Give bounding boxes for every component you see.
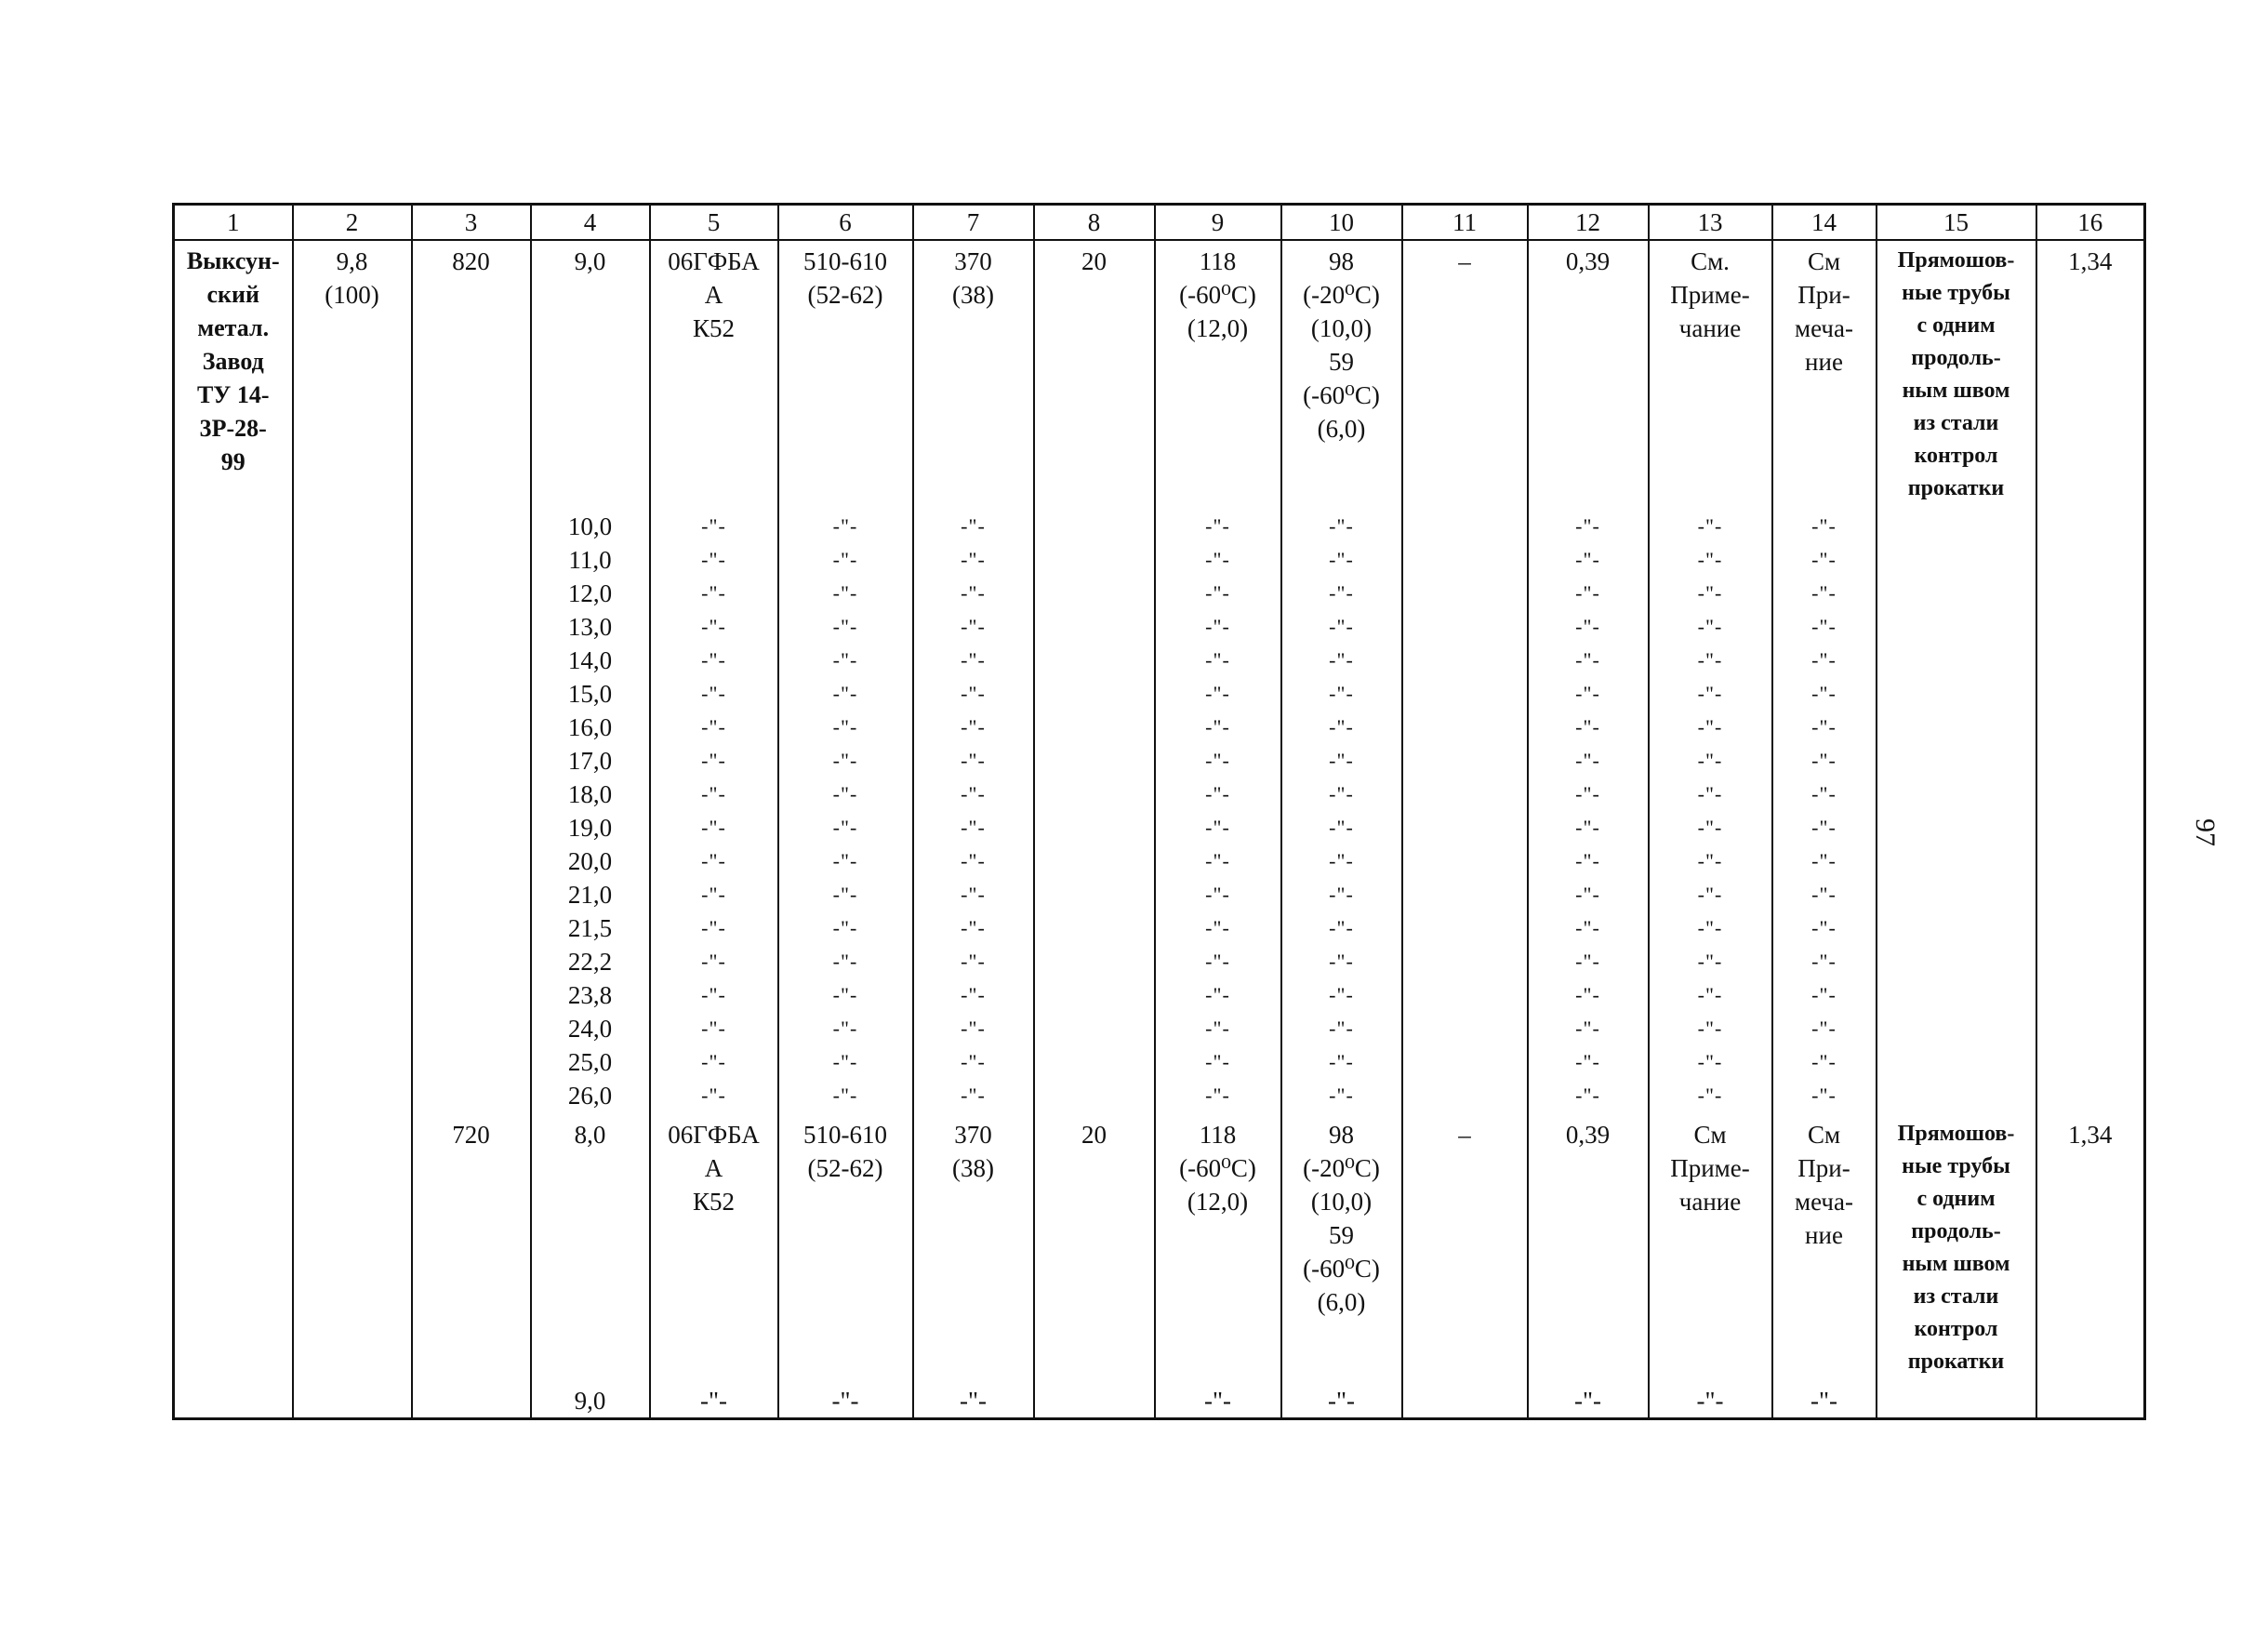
ditto-mark: -"- (1697, 615, 1723, 638)
ditto-mark: -"- (1329, 648, 1354, 672)
table-row (174, 510, 2145, 1114)
ditto-mark: -"- (1697, 916, 1723, 939)
thickness-list-cell (531, 510, 650, 1114)
ditto-mark: -"- (832, 648, 858, 672)
ditto-mark: -"- (1329, 682, 1354, 705)
ditto-mark: -"- (1811, 749, 1837, 772)
coefficient-cell (2036, 240, 2145, 1114)
ditto-mark: -"- (701, 581, 726, 605)
ditto-cell (1528, 1384, 1649, 1419)
ditto-mark: -"- (1329, 749, 1354, 772)
ditto-mark: -"- (701, 1050, 726, 1073)
ditto-mark: -"- (1811, 1017, 1837, 1040)
diameter-cell (412, 510, 531, 1114)
ditto-mark: -"- (832, 715, 858, 738)
ditto-mark: -"- (832, 581, 858, 605)
ditto-mark: -"- (1575, 1017, 1600, 1040)
ditto-mark: -"- (1811, 816, 1837, 839)
ditto-mark: -"- (1697, 514, 1723, 538)
thickness-list (532, 510, 649, 1112)
yield-strength-cell (913, 240, 1034, 510)
thickness-item: 10,0 (567, 512, 613, 540)
ditto-mark: -"- (1810, 1387, 1837, 1415)
description-cell (1877, 240, 2036, 1114)
ditto-mark: -"- (832, 849, 858, 872)
ditto-mark: -"- (1575, 682, 1600, 705)
ditto-mark: -"- (1697, 983, 1723, 1006)
ditto-mark: -"- (1811, 916, 1837, 939)
ditto-mark: -"- (1811, 682, 1837, 705)
ditto-mark: -"- (831, 1387, 859, 1415)
ditto-mark: -"- (832, 883, 858, 906)
ditto-mark: -"- (701, 682, 726, 705)
carbon-eq-text: 0,39 (1565, 247, 1611, 275)
header-row (174, 205, 2145, 241)
ditto-mark: -"- (1811, 648, 1837, 672)
manufacturer-cell (174, 240, 293, 1419)
ditto-list (914, 510, 1033, 1112)
ditto-mark: -"- (1329, 883, 1354, 906)
carbon-eq-cell (1528, 240, 1649, 510)
ditto-mark: -"- (701, 816, 726, 839)
ditto-mark: -"- (1811, 615, 1837, 638)
ditto-cell (650, 510, 778, 1114)
yield-strength-cell (913, 1114, 1034, 1384)
ditto-mark: -"- (1205, 1017, 1230, 1040)
thickness-cell (531, 1114, 650, 1384)
manufacturer-text: Выксун- ский метал. Завод ТУ 14- 3Р-28- 99 (186, 247, 280, 475)
ditto-mark: -"- (1811, 715, 1837, 738)
thickness-cell (531, 1384, 650, 1419)
note-cell (1649, 1114, 1772, 1384)
note-2-text: См При- меча- ние (1795, 1121, 1853, 1249)
ditto-mark: -"- (701, 648, 726, 672)
ditto-mark: -"- (1575, 648, 1600, 672)
table-row (174, 240, 2145, 510)
ditto-mark: -"- (832, 514, 858, 538)
ditto-list (1773, 510, 1876, 1112)
description-text: Прямошов- ные трубы с одним продоль- ным швом из стали контрол прокатки (1897, 248, 2015, 500)
thickness-item: 26,0 (567, 1082, 613, 1110)
carbon-eq-cell (1528, 1114, 1649, 1384)
ditto-mark: -"- (1697, 749, 1723, 772)
ditto-cell (1155, 510, 1281, 1114)
ditto-mark: -"- (1329, 916, 1354, 939)
steel-grade-cell (650, 240, 778, 510)
ditto-mark: -"- (1205, 615, 1230, 638)
ditto-mark: -"- (1329, 1084, 1354, 1107)
ditto-mark: -"- (832, 983, 858, 1006)
carbon-eq-text: 0,39 (1565, 1121, 1611, 1149)
ditto-mark: -"- (701, 615, 726, 638)
ditto-mark: -"- (1205, 1050, 1230, 1073)
thickness-item: 11,0 (568, 546, 612, 574)
pipe-spec-table (172, 203, 2146, 1420)
ditto-mark: -"- (701, 1017, 726, 1040)
ditto-mark: -"- (701, 849, 726, 872)
ditto-mark: -"- (961, 916, 986, 939)
pressure-cell (293, 240, 412, 1419)
ditto-list (1529, 510, 1648, 1112)
header-cell: 4 (531, 205, 650, 241)
thickness-text: 8,0 (574, 1121, 606, 1149)
ditto-mark: -"- (961, 1084, 986, 1107)
ditto-mark: -"- (1329, 950, 1354, 973)
ditto-mark: -"- (961, 1050, 986, 1073)
ditto-mark: -"- (1329, 816, 1354, 839)
ditto-mark: -"- (832, 1084, 858, 1107)
ditto-mark: -"- (1811, 883, 1837, 906)
ditto-mark: -"- (1205, 749, 1230, 772)
thickness-text: 9,0 (574, 1387, 606, 1415)
ditto-list (1650, 510, 1771, 1112)
thickness-text: 9,0 (574, 247, 606, 275)
ditto-mark: -"- (1205, 883, 1230, 906)
ditto-mark: -"- (961, 581, 986, 605)
impact-2-cell (1281, 240, 1402, 510)
ditto-mark: -"- (1697, 1017, 1723, 1040)
ditto-mark: -"- (1575, 514, 1600, 538)
elongation-cell (1034, 1114, 1155, 1384)
ditto-cell (1281, 510, 1402, 1114)
header-cell: 15 (1877, 205, 2036, 241)
ditto-mark: -"- (1811, 581, 1837, 605)
ditto-list (779, 510, 912, 1112)
ditto-mark: -"- (1205, 916, 1230, 939)
ditto-mark: -"- (1575, 950, 1600, 973)
thickness-item: 23,8 (567, 981, 613, 1009)
thickness-item: 19,0 (567, 814, 613, 842)
ditto-cell (1528, 510, 1649, 1114)
ditto-mark: -"- (961, 883, 986, 906)
header-cell: 6 (778, 205, 913, 241)
ditto-cell (913, 510, 1034, 1114)
ditto-mark: -"- (1205, 782, 1230, 805)
pressure-text: 9,8 (100) (325, 247, 379, 309)
diameter-cell (412, 240, 531, 510)
ditto-mark: -"- (961, 983, 986, 1006)
elongation-cell (1034, 1384, 1155, 1419)
impact-text: 118 (-60⁰С) (12,0) (1179, 1121, 1256, 1216)
col11-cell (1402, 240, 1528, 510)
ditto-mark: -"- (961, 548, 986, 571)
ditto-mark: -"- (1329, 983, 1354, 1006)
tensile-strength-cell (778, 1114, 913, 1384)
ditto-cell (913, 1384, 1034, 1419)
impact-text: 118 (-60⁰С) (12,0) (1179, 247, 1256, 342)
diameter-text: 720 (452, 1121, 490, 1149)
ditto-mark: -"- (1329, 715, 1354, 738)
ditto-mark: -"- (832, 1017, 858, 1040)
ditto-mark: -"- (1811, 849, 1837, 872)
impact-2-text: 98 (-20⁰С) (10,0) 59 (-60⁰С) (6,0) (1303, 247, 1380, 443)
header-cell: 8 (1034, 205, 1155, 241)
ditto-mark: -"- (961, 1017, 986, 1040)
ditto-mark: -"- (1329, 1050, 1354, 1073)
ditto-mark: -"- (961, 849, 986, 872)
ditto-mark: -"- (1575, 816, 1600, 839)
description-text: Прямошов- ные трубы с одним продоль- ным швом из стали контрол прокатки (1897, 1122, 2015, 1374)
thickness-item: 16,0 (567, 713, 613, 741)
header-cell: 5 (650, 205, 778, 241)
note-cell (1649, 240, 1772, 510)
ditto-mark: -"- (1203, 1387, 1231, 1415)
elongation-cell (1034, 240, 1155, 510)
ditto-mark: -"- (1697, 816, 1723, 839)
ditto-mark: -"- (1329, 782, 1354, 805)
ditto-mark: -"- (1329, 548, 1354, 571)
steel-grade-text: 06ГФБА А К52 (668, 247, 760, 342)
ditto-mark: -"- (1697, 715, 1723, 738)
ditto-cell (1772, 510, 1877, 1114)
ditto-mark: -"- (961, 682, 986, 705)
ditto-cell (1155, 1384, 1281, 1419)
thickness-cell (531, 240, 650, 510)
ditto-mark: -"- (961, 514, 986, 538)
ditto-cell (1649, 1384, 1772, 1419)
ditto-mark: -"- (1575, 615, 1600, 638)
ditto-mark: -"- (701, 514, 726, 538)
ditto-cell (778, 510, 913, 1114)
tensile-strength-text: 510-610 (52-62) (803, 247, 887, 309)
ditto-cell (1649, 510, 1772, 1114)
ditto-mark: -"- (832, 916, 858, 939)
ditto-mark: -"- (832, 615, 858, 638)
impact-2-text: 98 (-20⁰С) (10,0) 59 (-60⁰С) (6,0) (1303, 1121, 1380, 1316)
col11-cell (1402, 1114, 1528, 1384)
ditto-mark: -"- (961, 715, 986, 738)
thickness-item: 12,0 (567, 579, 613, 607)
ditto-mark: -"- (1205, 983, 1230, 1006)
thickness-item: 20,0 (567, 847, 613, 875)
ditto-mark: -"- (961, 749, 986, 772)
ditto-mark: -"- (961, 816, 986, 839)
ditto-mark: -"- (1575, 749, 1600, 772)
ditto-mark: -"- (832, 682, 858, 705)
ditto-mark: -"- (701, 548, 726, 571)
diameter-text: 820 (452, 247, 490, 275)
ditto-mark: -"- (1811, 1050, 1837, 1073)
ditto-cell (650, 1384, 778, 1419)
ditto-mark: -"- (1573, 1387, 1601, 1415)
ditto-mark: -"- (832, 749, 858, 772)
ditto-mark: -"- (961, 615, 986, 638)
ditto-list (1282, 510, 1401, 1112)
ditto-mark: -"- (1329, 514, 1354, 538)
ditto-mark: -"- (1327, 1387, 1355, 1415)
tensile-strength-cell (778, 240, 913, 510)
ditto-mark: -"- (1329, 615, 1354, 638)
ditto-mark: -"- (1697, 548, 1723, 571)
ditto-mark: -"- (1697, 581, 1723, 605)
ditto-cell (778, 1384, 913, 1419)
note-text: См. Приме- чание (1670, 247, 1750, 342)
ditto-mark: -"- (701, 715, 726, 738)
ditto-mark: -"- (1697, 1050, 1723, 1073)
ditto-mark: -"- (1697, 682, 1723, 705)
impact-cell (1155, 1114, 1281, 1384)
thickness-item: 17,0 (567, 747, 613, 775)
ditto-mark: -"- (1697, 883, 1723, 906)
ditto-mark: -"- (701, 749, 726, 772)
ditto-mark: -"- (1205, 849, 1230, 872)
col11-cell (1402, 510, 1528, 1114)
ditto-mark: -"- (1575, 548, 1600, 571)
thickness-item: 13,0 (567, 613, 613, 641)
ditto-mark: -"- (701, 983, 726, 1006)
coefficient-text: 1,34 (2068, 1121, 2113, 1149)
ditto-mark: -"- (832, 816, 858, 839)
header-cell: 12 (1528, 205, 1649, 241)
ditto-mark: -"- (1329, 581, 1354, 605)
yield-strength-text: 370 (38) (952, 1121, 994, 1182)
elongation-text: 20 (1081, 247, 1107, 275)
header-cell: 11 (1402, 205, 1528, 241)
header-cell: 16 (2036, 205, 2145, 241)
ditto-mark: -"- (1811, 983, 1837, 1006)
ditto-mark: -"- (701, 950, 726, 973)
ditto-mark: -"- (1575, 782, 1600, 805)
ditto-mark: -"- (1205, 581, 1230, 605)
ditto-mark: -"- (1329, 1017, 1354, 1040)
ditto-mark: -"- (1329, 849, 1354, 872)
ditto-mark: -"- (1205, 514, 1230, 538)
ditto-list (1156, 510, 1280, 1112)
elongation-cell (1034, 510, 1155, 1114)
ditto-mark: -"- (832, 782, 858, 805)
thickness-item: 22,2 (567, 948, 613, 976)
note-2-text: См При- меча- ние (1795, 247, 1853, 376)
ditto-mark: -"- (832, 950, 858, 973)
ditto-mark: -"- (961, 950, 986, 973)
thickness-item: 15,0 (567, 680, 613, 708)
tensile-strength-text: 510-610 (52-62) (803, 1121, 887, 1182)
thickness-item: 18,0 (567, 780, 613, 808)
col11-text: – (1458, 247, 1471, 275)
header-cell: 2 (293, 205, 412, 241)
ditto-mark: -"- (1697, 648, 1723, 672)
ditto-list (651, 510, 777, 1112)
ditto-mark: -"- (1696, 1387, 1724, 1415)
note-2-cell (1772, 1114, 1877, 1384)
yield-strength-text: 370 (38) (952, 247, 994, 309)
ditto-mark: -"- (1697, 950, 1723, 973)
impact-2-cell (1281, 1114, 1402, 1384)
ditto-mark: -"- (1811, 782, 1837, 805)
note-2-cell (1772, 240, 1877, 510)
col11-cell (1402, 1384, 1528, 1419)
header-cell: 14 (1772, 205, 1877, 241)
coefficient-cell (2036, 1114, 2145, 1419)
ditto-mark: -"- (1575, 916, 1600, 939)
ditto-mark: -"- (1811, 548, 1837, 571)
ditto-mark: -"- (1205, 682, 1230, 705)
ditto-mark: -"- (1575, 715, 1600, 738)
ditto-mark: -"- (699, 1387, 727, 1415)
ditto-mark: -"- (1205, 715, 1230, 738)
header-cell: 13 (1649, 205, 1772, 241)
ditto-mark: -"- (1697, 1084, 1723, 1107)
ditto-mark: -"- (1697, 849, 1723, 872)
page-number: 97 (2190, 818, 2221, 846)
col11-text: – (1458, 1121, 1471, 1149)
ditto-mark: -"- (701, 916, 726, 939)
table-row (174, 1384, 2145, 1419)
description-cell (1877, 1114, 2036, 1419)
thickness-item: 14,0 (567, 646, 613, 674)
header-cell: 10 (1281, 205, 1402, 241)
ditto-mark: -"- (1575, 883, 1600, 906)
ditto-mark: -"- (1205, 648, 1230, 672)
note-text: См Приме- чание (1670, 1121, 1750, 1216)
ditto-cell (1281, 1384, 1402, 1419)
elongation-text: 20 (1081, 1121, 1107, 1149)
ditto-mark: -"- (1811, 950, 1837, 973)
header-cell: 7 (913, 205, 1034, 241)
ditto-mark: -"- (1205, 816, 1230, 839)
ditto-mark: -"- (701, 1084, 726, 1107)
ditto-mark: -"- (1205, 548, 1230, 571)
impact-cell (1155, 240, 1281, 510)
steel-grade-text: 06ГФБА А К52 (668, 1121, 760, 1216)
ditto-mark: -"- (701, 883, 726, 906)
diameter-cell (412, 1114, 531, 1384)
thickness-item: 21,5 (567, 914, 613, 942)
ditto-mark: -"- (701, 782, 726, 805)
ditto-mark: -"- (1205, 950, 1230, 973)
table-row (174, 1114, 2145, 1384)
thickness-item: 21,0 (567, 881, 613, 909)
ditto-mark: -"- (961, 648, 986, 672)
ditto-mark: -"- (959, 1387, 987, 1415)
steel-grade-cell (650, 1114, 778, 1384)
ditto-mark: -"- (1575, 1084, 1600, 1107)
ditto-mark: -"- (1205, 1084, 1230, 1107)
header-cell: 3 (412, 205, 531, 241)
diameter-cell (412, 1384, 531, 1419)
ditto-mark: -"- (1575, 1050, 1600, 1073)
header-cell: 1 (174, 205, 293, 241)
ditto-mark: -"- (1811, 514, 1837, 538)
ditto-mark: -"- (832, 548, 858, 571)
ditto-cell (1772, 1384, 1877, 1419)
thickness-item: 24,0 (567, 1015, 613, 1043)
ditto-mark: -"- (1575, 581, 1600, 605)
ditto-mark: -"- (1811, 1084, 1837, 1107)
thickness-item: 25,0 (567, 1048, 613, 1076)
ditto-mark: -"- (1575, 849, 1600, 872)
coefficient-text: 1,34 (2068, 247, 2113, 275)
ditto-mark: -"- (1575, 983, 1600, 1006)
ditto-mark: -"- (1697, 782, 1723, 805)
ditto-mark: -"- (961, 782, 986, 805)
header-cell: 9 (1155, 205, 1281, 241)
ditto-mark: -"- (832, 1050, 858, 1073)
